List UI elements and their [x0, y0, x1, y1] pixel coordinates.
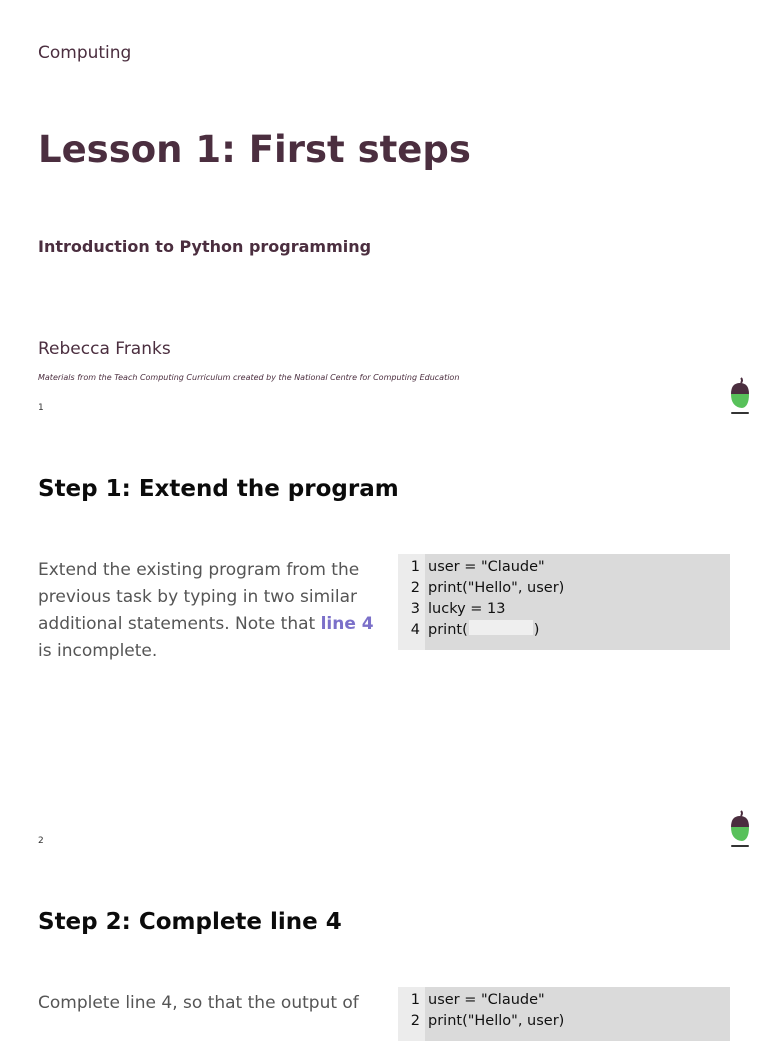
lesson-title: Lesson 1: First steps — [38, 128, 471, 171]
subject-label: Computing — [38, 43, 132, 63]
code-line: 1 user = "Claude" — [410, 559, 545, 575]
code-line: 2 print("Hello", user) — [410, 580, 565, 596]
step2-title: Step 2: Complete line 4 — [38, 909, 342, 935]
page-number: 2 — [38, 836, 44, 846]
code-line: 3 lucky = 13 — [410, 601, 506, 617]
line-4-highlight: line 4 — [320, 614, 374, 634]
acorn-icon — [728, 377, 752, 417]
page-number: 1 — [38, 403, 44, 413]
step1-text-before: Extend the existing program from the previous task by typing in two similar additional statements. Note that — [38, 560, 360, 634]
step1-title: Step 1: Extend the program — [38, 476, 399, 502]
lesson-subtitle: Introduction to Python programming — [38, 237, 372, 256]
code-block — [398, 554, 730, 650]
step1-text-after: is incomplete. — [38, 641, 158, 661]
credit-text: Materials from the Teach Computing Curriculum created by the National Centre for Computing Education — [38, 373, 460, 382]
code-line: 2 print("Hello", user) — [410, 1013, 565, 1029]
acorn-icon — [728, 810, 752, 850]
author-name: Rebecca Franks — [38, 339, 171, 359]
code-block — [398, 987, 730, 1041]
code-line: 1 user = "Claude" — [410, 992, 545, 1008]
step2-instructions: Complete line 4, so that the output of — [38, 993, 359, 1013]
step1-instructions — [38, 557, 378, 665]
blank-placeholder — [469, 620, 533, 635]
code-line: 4 print( ) — [410, 622, 540, 638]
